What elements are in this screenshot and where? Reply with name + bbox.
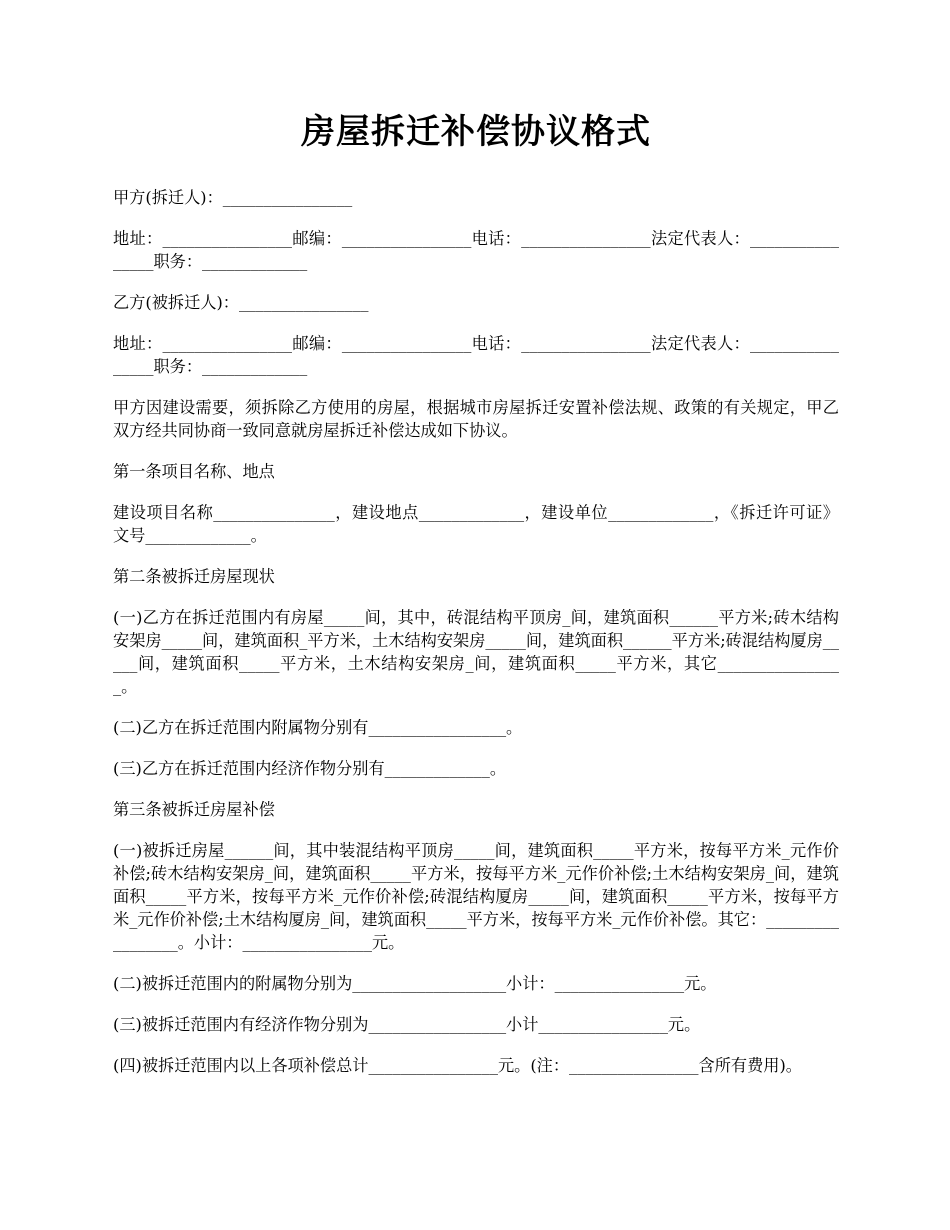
preamble-paragraph: 甲方因建设需要，须拆除乙方使用的房屋，根据城市房屋拆迁安置补偿法规、政策的有关规定，甲乙双方经共同协商一致同意就房屋拆迁补偿达成如下协议。 xyxy=(113,398,839,440)
article-2-item-1: (一)乙方在拆迁范围内有房屋_____间，其中，砖混结构平顶房_间，建筑面积______平方米;砖木结构安架房_____间，建筑面积_平方米，土木结构安架房_____间，建筑面积______平方米;砖混结构厦房_____间，建筑面积_____平方米，土木结构安架房_间，建筑面积_____平方米，其它________________。 xyxy=(113,608,839,696)
article-3-item-1: (一)被拆迁房屋______间，其中装混结构平顶房_____间，建筑面积_____平方米，按每平方米_元作价补偿;砖木结构安架房_间，建筑面积_____平方米，按每平方米_元作价补偿;土木结构安架房_间，建筑面积_____平方米，按每平方米_元作价补偿;砖混结构厦房_____间，建筑面积_____平方米，按每平方米_元作价补偿;土木结构厦房_间，建筑面积_____平方米，按每平方米_元作价补偿。其它：_________________。小计：________________元。 xyxy=(113,841,839,952)
article-2-item-2: (二)乙方在拆迁范围内附属物分别有_________________。 xyxy=(113,718,523,737)
article-2-item-3: (三)乙方在拆迁范围内经济作物分别有_____________。 xyxy=(113,759,507,778)
article-2-heading: 第二条被拆迁房屋现状 xyxy=(113,567,275,586)
document-title: 房屋拆迁补偿协议格式 xyxy=(301,112,651,152)
article-1-heading: 第一条项目名称、地点 xyxy=(113,462,275,481)
article-3-item-2: (二)被拆迁范围内的附属物分别为___________________小计：________________元。 xyxy=(113,974,717,993)
document-page xyxy=(113,108,839,1095)
article-3-heading: 第三条被拆迁房屋补偿 xyxy=(113,800,275,819)
article-3-item-3: (三)被拆迁范围内有经济作物分别为_________________小计________________元。 xyxy=(113,1015,701,1034)
party-a-line: 甲方(拆迁人)：________________ xyxy=(113,188,353,207)
party-b-address-line: 地址：________________邮编：________________电话：________________法定代表人：________________职务：_____________ xyxy=(113,334,839,376)
party-b-line: 乙方(被拆迁人)：________________ xyxy=(113,293,369,312)
article-1-body: 建设项目名称_______________，建设地点_____________，建设单位_____________，《拆迁许可证》文号_____________。 xyxy=(113,503,839,545)
party-a-address-line: 地址：________________邮编：________________电话：________________法定代表人：________________职务：_____________ xyxy=(113,229,839,271)
article-3-item-4: (四)被拆迁范围内以上各项补偿总计________________元。(注：________________含所有费用)。 xyxy=(113,1056,802,1075)
